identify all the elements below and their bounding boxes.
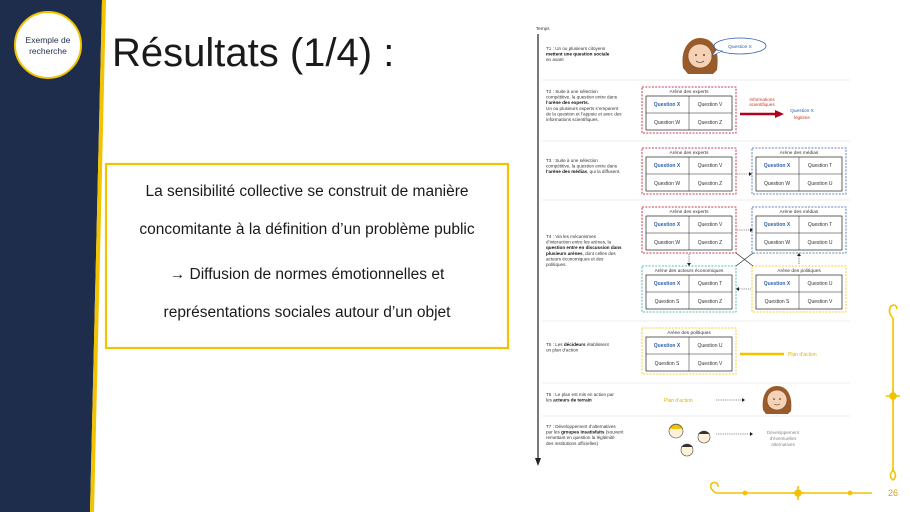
question-cell: Question X: [763, 281, 791, 287]
row-text-fragment: T1 : Un ou plusieurs citoyens: [546, 46, 606, 51]
arena-header: Arène des médias: [779, 151, 819, 156]
row-text-fragment: plusieurs arènes: [546, 250, 583, 256]
row-text-fragment: politiques.: [546, 262, 567, 267]
row-text-fragment: des institutions officielles): [546, 440, 599, 446]
t2-arena-experts: [642, 87, 736, 133]
alternatives-line-2: d’éventuelles: [769, 436, 797, 441]
legit-label-2: légitime: [794, 115, 810, 120]
question-cell: Question Z: [697, 181, 723, 187]
scientific-info-arrow: [740, 97, 815, 120]
row-text-fragment: mettent une question sociale: [546, 51, 610, 57]
question-cell: Question V: [697, 361, 723, 367]
row-text-fragment: d’interaction entre les arènes, la: [546, 239, 612, 245]
arena-header: Arène des acteurs économiques: [654, 269, 724, 274]
question-cell: Question S: [764, 299, 790, 305]
row-text-fragment: question entre en discussion dans: [546, 245, 622, 251]
bubble-text: Question X: [728, 45, 752, 50]
question-cell: Question W: [653, 120, 681, 126]
key-message-box: [106, 164, 508, 348]
question-cell: Question U: [807, 281, 833, 287]
speech-bubble: [712, 38, 766, 56]
row-text-fragment: T4 : Via les mécanismes: [546, 234, 596, 239]
question-cell: Question W: [653, 240, 681, 246]
row-description-t1: [546, 46, 610, 62]
slide-title: Résultats (1/4) :: [112, 31, 395, 75]
time-axis-arrowhead: [535, 458, 541, 466]
plan-action-label-t6: Plan d’action: [664, 398, 693, 404]
page-number: 26: [888, 488, 899, 498]
question-cell: Question X: [653, 163, 681, 169]
question-cell: Question U: [697, 343, 723, 349]
row-text-fragment: compétitive, la question entre dans: [546, 163, 617, 169]
badge-line-1: Exemple de: [25, 35, 71, 45]
arenas-diagram: [535, 26, 850, 466]
question-cell: Question Z: [697, 299, 723, 305]
plan-action-label-t5: Plan d’action: [788, 352, 817, 358]
row-text-fragment: par les: [546, 429, 562, 435]
t4-arena-politiques: [752, 266, 846, 312]
row-description-t2: [546, 89, 622, 122]
alternatives-line-3: alternatives: [771, 442, 795, 447]
question-cell: Question T: [807, 163, 833, 169]
row-text-fragment: un plan d’action: [546, 347, 579, 353]
row-text-fragment: l’arène des médias: [546, 169, 588, 175]
question-cell: Question X: [653, 281, 681, 287]
gold-ornament-bottom: [711, 483, 872, 501]
row-text-fragment: remettant en question la légitimité: [546, 435, 615, 441]
question-cell: Question X: [653, 102, 681, 108]
arena-header: Arène des politiques: [667, 331, 711, 336]
t4-arena-medias: [752, 207, 846, 253]
question-cell: Question S: [654, 361, 680, 367]
row-text-fragment: Un ou plusieurs experts s’emparent: [546, 105, 619, 111]
question-cell: Question W: [653, 181, 681, 187]
row-description-t7: [546, 424, 624, 446]
row-description-t4: [546, 234, 622, 267]
row-text-fragment: acteurs économiques et des: [546, 256, 604, 262]
row-text-fragment: de la question et l’appuie et avec des: [546, 111, 622, 117]
row-text-fragment: en avant: [546, 57, 564, 63]
box-line-4: représentations sociales autour d’un objet: [163, 304, 451, 321]
row-text-fragment: les: [546, 397, 554, 403]
t3-arena-experts: [642, 148, 736, 194]
question-cell: Question U: [807, 181, 833, 187]
row-text-fragment: T6 : Le plan est mis en action par: [546, 392, 614, 397]
question-cell: Question X: [763, 163, 791, 169]
plan-action-arrow: [740, 352, 817, 358]
row-text-fragment: T5 : Les: [546, 342, 564, 347]
gold-ornament-right: [886, 305, 900, 480]
row-text-fragment: T7 : Développement d’alternatives: [546, 424, 616, 429]
question-cell: Question V: [697, 163, 723, 169]
alternatives-line-1: Développement: [766, 430, 800, 435]
t3-arena-medias: [752, 148, 846, 194]
row-text-fragment: , dont celles des: [582, 250, 616, 256]
question-cell: Question U: [807, 240, 833, 246]
t3-link: [737, 172, 752, 176]
row-text-fragment: acteurs de terrain: [553, 397, 592, 403]
legit-label-1: Question X: [790, 109, 814, 114]
row-text-fragment: groupes insatisfaits: [561, 429, 605, 435]
alternatives-arrow: [716, 430, 800, 447]
question-cell: Question T: [697, 281, 723, 287]
question-cell: Question W: [763, 181, 791, 187]
field-actor-woman-icon: [763, 386, 792, 414]
question-cell: Question X: [763, 222, 791, 228]
time-axis-label: Temps: [536, 26, 550, 31]
row-description-t6: [546, 392, 614, 403]
t6-plan-action: [664, 398, 745, 404]
question-cell: Question Z: [697, 240, 723, 246]
question-cell: Question V: [697, 222, 723, 228]
question-cell: Question V: [807, 299, 833, 305]
question-cell: Question T: [807, 222, 833, 228]
arena-header: Arène des experts: [669, 90, 709, 95]
box-line-2: concomitante à la définition d’un problème public: [139, 221, 475, 238]
question-cell: Question W: [763, 240, 791, 246]
info-label-1: Informations: [749, 97, 775, 102]
row-text-fragment: décideurs: [563, 342, 586, 347]
row-text-fragment: informations scientifiques.: [546, 117, 599, 122]
badge-line-2: recherche: [29, 46, 67, 56]
question-cell: Question Z: [697, 120, 723, 126]
dissatisfied-groups-icon: [669, 424, 710, 456]
row-description-t3: [546, 158, 621, 174]
row-text-fragment: T2 : Suite à une sélection: [546, 89, 598, 94]
row-text-fragment: l’arène des experts.: [546, 100, 589, 106]
t4-arena-economiques: [642, 266, 736, 312]
t5-arena-politiques: [642, 328, 736, 374]
arena-header: Arène des experts: [669, 151, 709, 156]
info-label-2: scientifiques: [749, 102, 775, 107]
question-cell: Question V: [697, 102, 723, 108]
row-text-fragment: compétitive, la question entre dans: [546, 94, 617, 100]
row-text-fragment: , qui la diffusent.: [587, 169, 621, 175]
row-text-fragment: T3 : Suite à une sélection: [546, 158, 598, 163]
arena-header: Arène des politiques: [777, 269, 821, 274]
row-text-fragment: établissent: [585, 342, 609, 347]
question-cell: Question S: [654, 299, 680, 305]
box-line-3: → Diffusion de normes émotionnelles et: [169, 266, 445, 283]
row-text-fragment: (souvent: [604, 429, 624, 435]
t4-arena-experts: [642, 207, 736, 253]
box-line-1: La sensibilité collective se construit de manière: [145, 183, 469, 200]
example-badge: [15, 12, 81, 78]
arena-header: Arène des experts: [669, 210, 709, 215]
row-description-t5: [546, 342, 610, 353]
arena-header: Arène des médias: [779, 210, 819, 215]
question-cell: Question X: [653, 343, 681, 349]
question-cell: Question X: [653, 222, 681, 228]
